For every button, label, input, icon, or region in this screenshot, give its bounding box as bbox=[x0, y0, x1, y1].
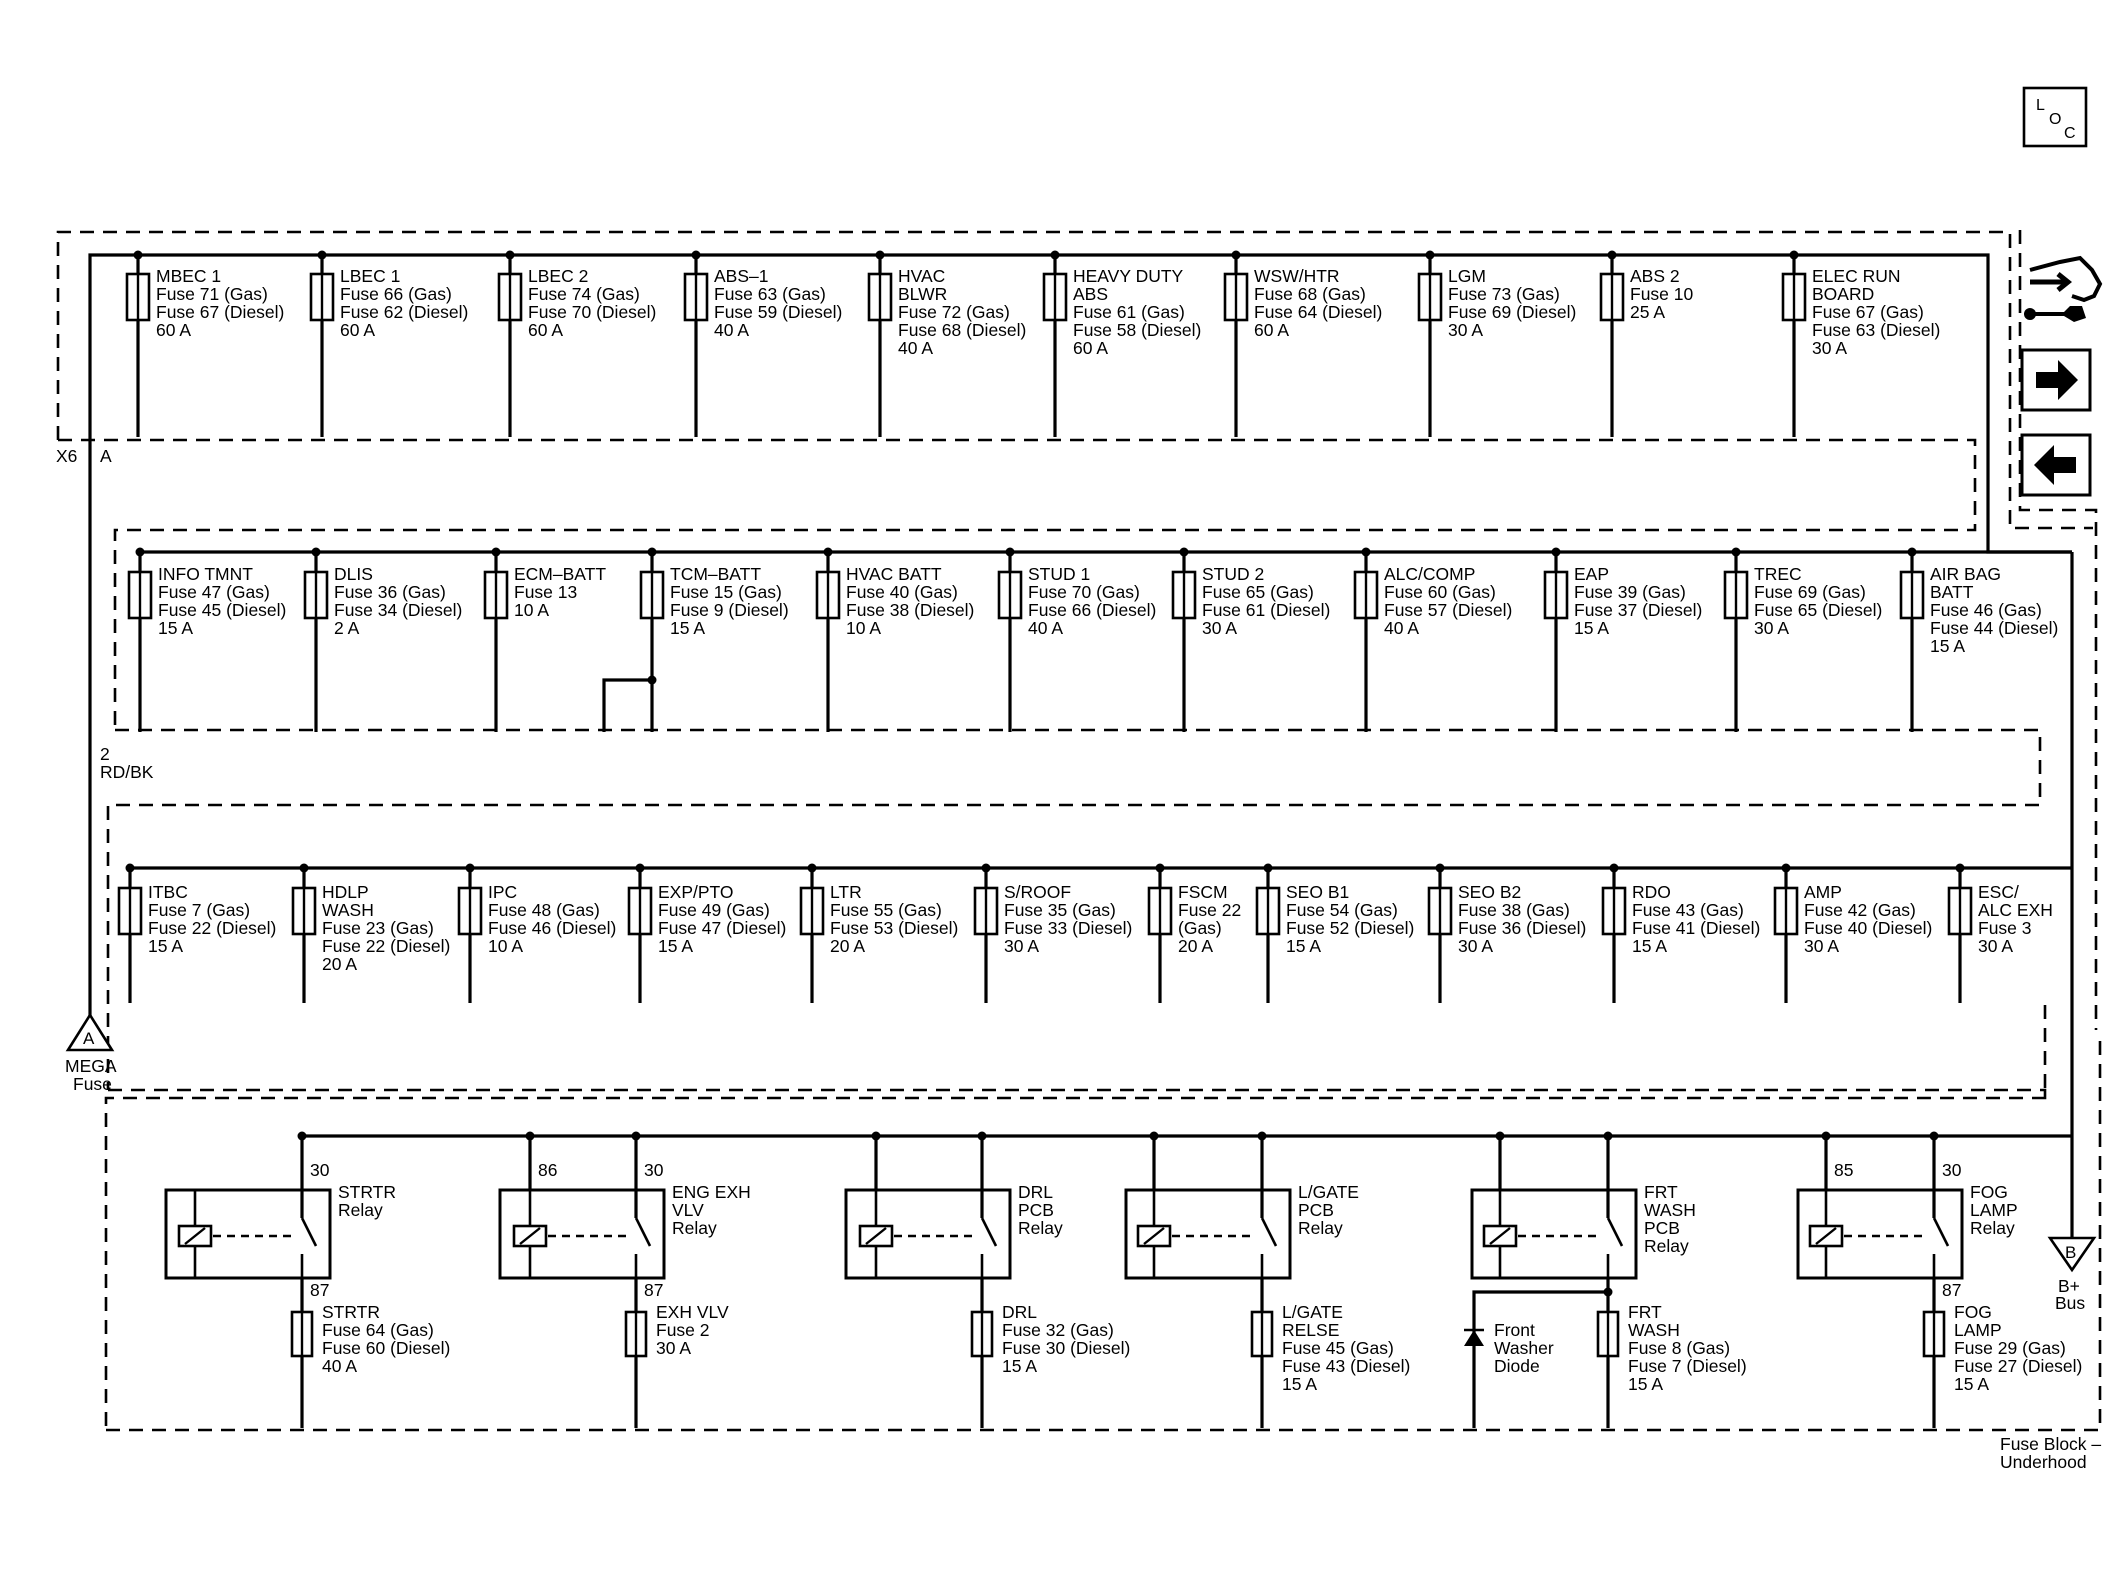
loc-icon[interactable] bbox=[2024, 88, 2086, 146]
fuse bbox=[641, 548, 789, 733]
fuse-label: 10 A bbox=[488, 936, 524, 956]
fuse-label: 15 A bbox=[1930, 636, 1966, 656]
fuse-label: 15 A bbox=[658, 936, 694, 956]
fuse-label: Fuse 70 (Gas) bbox=[1028, 582, 1140, 602]
loc-icon-c: C bbox=[2064, 125, 2076, 142]
fuse bbox=[975, 864, 1132, 1004]
relay-switch bbox=[1934, 1218, 1948, 1246]
fuse-label: LGM bbox=[1448, 266, 1486, 286]
fuse-label: ECM–BATT bbox=[514, 564, 607, 584]
diode-label: Front bbox=[1494, 1320, 1535, 1340]
fuse-label: 25 A bbox=[1630, 302, 1666, 322]
fuse bbox=[1775, 864, 1932, 1004]
fuse-label: Fuse 53 (Diesel) bbox=[830, 918, 959, 938]
relay-fuse-label: Fuse 29 (Gas) bbox=[1954, 1338, 2066, 1358]
front-washer-diode bbox=[1464, 1288, 1613, 1429]
fuse bbox=[1419, 251, 1576, 438]
fuse-label: DLIS bbox=[334, 564, 373, 584]
fuse-label: WSW/HTR bbox=[1254, 266, 1340, 286]
relay-name: STRTR bbox=[338, 1182, 397, 1202]
fuse-label: 15 A bbox=[1286, 936, 1322, 956]
fuse-rows bbox=[119, 251, 2072, 1004]
fuse-label: 30 A bbox=[1202, 618, 1238, 638]
relay-switch bbox=[982, 1218, 996, 1246]
fuse bbox=[1901, 548, 2058, 733]
right-arrow-icon[interactable] bbox=[2022, 350, 2090, 410]
fuse-label: Fuse 44 (Diesel) bbox=[1930, 618, 2059, 638]
relay-switch bbox=[636, 1218, 650, 1246]
fuse-label: 20 A bbox=[322, 954, 358, 974]
fuse-label: IPC bbox=[488, 882, 518, 902]
relay-fuse-label: FRT bbox=[1628, 1302, 1662, 1322]
fuse-label: Fuse 65 (Gas) bbox=[1202, 582, 1314, 602]
relay-fuse-label: 30 A bbox=[656, 1338, 692, 1358]
relay-fuse-label: Fuse 32 (Gas) bbox=[1002, 1320, 1114, 1340]
fuse-label: 15 A bbox=[1632, 936, 1668, 956]
relay-pin-label: 87 bbox=[310, 1280, 330, 1300]
diode-label: Washer bbox=[1494, 1338, 1554, 1358]
fuse-label: RDO bbox=[1632, 882, 1671, 902]
diode-label: Diode bbox=[1494, 1356, 1540, 1376]
relay-name: L/GATE bbox=[1298, 1182, 1359, 1202]
fuse-label: ELEC RUN bbox=[1812, 266, 1901, 286]
relay bbox=[1472, 1132, 1747, 1429]
fuse-label: EXP/PTO bbox=[658, 882, 734, 902]
relay-pin-label: 30 bbox=[644, 1160, 664, 1180]
fuse-label: Fuse 43 (Gas) bbox=[1632, 900, 1744, 920]
relay-fuse-label: Fuse 64 (Gas) bbox=[322, 1320, 434, 1340]
relay-name: Relay bbox=[672, 1218, 717, 1238]
fuse-label: HEAVY DUTY bbox=[1073, 266, 1184, 286]
fuse-label: Fuse 47 (Gas) bbox=[158, 582, 270, 602]
fuse-label: STUD 1 bbox=[1028, 564, 1091, 584]
relay-bus-junction bbox=[1150, 1132, 1159, 1141]
fuse-label: EAP bbox=[1574, 564, 1610, 584]
fuse bbox=[119, 864, 276, 1004]
fuse-label: Fuse 61 (Diesel) bbox=[1202, 600, 1331, 620]
relay bbox=[846, 1132, 1130, 1429]
relay-fuse-label: Fuse 60 (Diesel) bbox=[322, 1338, 451, 1358]
fuse-label: BLWR bbox=[898, 284, 948, 304]
fuse-label: Fuse 47 (Diesel) bbox=[658, 918, 787, 938]
relay-bus-junction bbox=[1258, 1132, 1267, 1141]
relay-name: Relay bbox=[1644, 1236, 1689, 1256]
fuse-label: 30 A bbox=[1978, 936, 2014, 956]
fuse-label: Fuse 66 (Diesel) bbox=[1028, 600, 1157, 620]
relay-name: Relay bbox=[338, 1200, 383, 1220]
fuse-label: Fuse 66 (Gas) bbox=[340, 284, 452, 304]
fuse-label: Fuse 37 (Diesel) bbox=[1574, 600, 1703, 620]
component-view-icon[interactable] bbox=[2024, 258, 2100, 322]
fuse-label: Fuse 69 (Diesel) bbox=[1448, 302, 1577, 322]
splice-pin: 2 bbox=[100, 744, 110, 764]
tcm-batt-stub bbox=[604, 680, 652, 732]
fuse-label: Fuse 3 bbox=[1978, 918, 2032, 938]
fuse-label: Fuse 36 (Gas) bbox=[334, 582, 446, 602]
fuse-label: 40 A bbox=[714, 320, 750, 340]
fuse bbox=[499, 251, 656, 438]
fuse-label: ABS–1 bbox=[714, 266, 769, 286]
fuse-label: HDLP bbox=[322, 882, 369, 902]
relay-name: WASH bbox=[1644, 1200, 1696, 1220]
b-plus-bus-label-2: Bus bbox=[2055, 1293, 2086, 1313]
loc-icon-o: O bbox=[2049, 111, 2062, 128]
fuse-block-title-1: Fuse Block – bbox=[2000, 1434, 2102, 1454]
fuse bbox=[801, 864, 958, 1004]
fuse bbox=[685, 251, 842, 438]
relay-name: ENG EXH bbox=[672, 1182, 751, 1202]
relay-fuse-label: Fuse 8 (Gas) bbox=[1628, 1338, 1731, 1358]
fuse-label: Fuse 68 (Diesel) bbox=[898, 320, 1027, 340]
fuse-label: 40 A bbox=[1028, 618, 1064, 638]
fuse-label: Fuse 58 (Diesel) bbox=[1073, 320, 1202, 340]
relay-name: Relay bbox=[1298, 1218, 1343, 1238]
fuse-label: Fuse 46 (Gas) bbox=[1930, 600, 2042, 620]
relay-name: DRL bbox=[1018, 1182, 1054, 1202]
diode-junction bbox=[1604, 1288, 1613, 1297]
fuse-row-3 bbox=[119, 864, 2072, 1004]
fuse-label: Fuse 55 (Gas) bbox=[830, 900, 942, 920]
relay-name: PCB bbox=[1298, 1200, 1334, 1220]
fuse-label: Fuse 35 (Gas) bbox=[1004, 900, 1116, 920]
fuse-label: 30 A bbox=[1458, 936, 1494, 956]
fuse-label: Fuse 52 (Diesel) bbox=[1286, 918, 1415, 938]
fuse bbox=[1044, 251, 1201, 438]
fuse-label: Fuse 38 (Gas) bbox=[1458, 900, 1570, 920]
fuse-label: Fuse 40 (Gas) bbox=[846, 582, 958, 602]
relay-name: VLV bbox=[672, 1200, 704, 1220]
fuse-label: 60 A bbox=[1254, 320, 1290, 340]
fuse bbox=[1225, 251, 1382, 438]
fuse-label: 30 A bbox=[1754, 618, 1790, 638]
relay bbox=[1798, 1132, 2082, 1429]
fuse-label: 20 A bbox=[830, 936, 866, 956]
relay-bus-junction bbox=[632, 1132, 641, 1141]
fuse bbox=[1173, 548, 1330, 733]
fuse-label: 60 A bbox=[340, 320, 376, 340]
fuse-label: Fuse 64 (Diesel) bbox=[1254, 302, 1383, 322]
fuse-label: Fuse 33 (Diesel) bbox=[1004, 918, 1133, 938]
fuse-label: 2 A bbox=[334, 618, 360, 638]
fuse-label: 60 A bbox=[528, 320, 564, 340]
fuse-label: Fuse 62 (Diesel) bbox=[340, 302, 469, 322]
fuse bbox=[869, 251, 1026, 438]
fuse-label: Fuse 57 (Diesel) bbox=[1384, 600, 1513, 620]
fuse-label: Fuse 34 (Diesel) bbox=[334, 600, 463, 620]
fuse-label: Fuse 59 (Diesel) bbox=[714, 302, 843, 322]
fuse-label: SEO B2 bbox=[1458, 882, 1522, 902]
relay-name: FOG bbox=[1970, 1182, 2008, 1202]
relay-name: PCB bbox=[1644, 1218, 1680, 1238]
relay-fuse-label: 15 A bbox=[1954, 1374, 1990, 1394]
relay-fuse-label: Fuse 43 (Diesel) bbox=[1282, 1356, 1411, 1376]
relay-fuse-label: STRTR bbox=[322, 1302, 381, 1322]
fuse-label: Fuse 40 (Diesel) bbox=[1804, 918, 1933, 938]
fuse-label: ALC/COMP bbox=[1384, 564, 1476, 584]
fuse-label: Fuse 46 (Diesel) bbox=[488, 918, 617, 938]
fuse-block-title-2: Underhood bbox=[2000, 1452, 2087, 1472]
fuse-label: Fuse 74 (Gas) bbox=[528, 284, 640, 304]
fuse-label: Fuse 68 (Gas) bbox=[1254, 284, 1366, 304]
fuse-label: Fuse 10 bbox=[1630, 284, 1694, 304]
relay-fuse-label: 40 A bbox=[322, 1356, 358, 1376]
fuse-label: Fuse 49 (Gas) bbox=[658, 900, 770, 920]
connector-id: X6 bbox=[56, 446, 78, 466]
fuse bbox=[459, 864, 616, 1004]
left-arrow-icon[interactable] bbox=[2022, 435, 2090, 495]
relay bbox=[1126, 1132, 1410, 1429]
relay-fuse-label: RELSE bbox=[1282, 1320, 1340, 1340]
connector-pin: A bbox=[100, 446, 112, 466]
fuse-label: HVAC bbox=[898, 266, 946, 286]
relay-bus-junction bbox=[1930, 1132, 1939, 1141]
fuse-label: ABS 2 bbox=[1630, 266, 1680, 286]
fuse-label: S/ROOF bbox=[1004, 882, 1072, 902]
relay-switch bbox=[302, 1218, 316, 1246]
fuse-label: Fuse 23 (Gas) bbox=[322, 918, 434, 938]
splice-wire-color: RD/BK bbox=[100, 762, 154, 782]
fuse-label: Fuse 38 (Diesel) bbox=[846, 600, 975, 620]
tcm-batt-junction bbox=[648, 676, 657, 685]
b-plus-bus-letter: B bbox=[2065, 1243, 2077, 1262]
fuse bbox=[1545, 548, 1702, 733]
fuse-label: Fuse 42 (Gas) bbox=[1804, 900, 1916, 920]
fuse-label: Fuse 60 (Gas) bbox=[1384, 582, 1496, 602]
fuse-row-1 bbox=[127, 251, 1940, 438]
fuse bbox=[1257, 864, 1414, 1004]
fuse-label: ITBC bbox=[148, 882, 188, 902]
relay-fuse-label: Fuse 30 (Diesel) bbox=[1002, 1338, 1131, 1358]
relay-bus-junction bbox=[1604, 1132, 1613, 1141]
fuse-row-2 bbox=[129, 548, 2072, 733]
relay-switch bbox=[1608, 1218, 1622, 1246]
fuse-label: Fuse 36 (Diesel) bbox=[1458, 918, 1587, 938]
relay-pin-label: 30 bbox=[310, 1160, 330, 1180]
fuse bbox=[1725, 548, 1882, 733]
fuse-label: 60 A bbox=[1073, 338, 1109, 358]
mega-fuse-label-1: MEGA bbox=[65, 1056, 117, 1076]
fuse-label: Fuse 48 (Gas) bbox=[488, 900, 600, 920]
relay-pin-label: 30 bbox=[1942, 1160, 1962, 1180]
relay-name: Relay bbox=[1970, 1218, 2015, 1238]
b-plus-bus-label-1: B+ bbox=[2058, 1276, 2080, 1296]
fuse-label: 60 A bbox=[156, 320, 192, 340]
fuse-label: Fuse 41 (Diesel) bbox=[1632, 918, 1761, 938]
fuse-label: Fuse 22 (Diesel) bbox=[148, 918, 277, 938]
fuse-label: (Gas) bbox=[1178, 918, 1222, 938]
relay-pin-label: 85 bbox=[1834, 1160, 1854, 1180]
relay-name: LAMP bbox=[1970, 1200, 2018, 1220]
fuse-label: 15 A bbox=[158, 618, 194, 638]
fuse-label: BOARD bbox=[1812, 284, 1875, 304]
relay-fuse-label: L/GATE bbox=[1282, 1302, 1343, 1322]
fuse bbox=[305, 548, 462, 733]
fuse bbox=[127, 251, 284, 438]
relay-name: PCB bbox=[1018, 1200, 1054, 1220]
fuse-label: Fuse 73 (Gas) bbox=[1448, 284, 1560, 304]
fuse bbox=[1149, 864, 1241, 1004]
relay-bus-junction bbox=[872, 1132, 881, 1141]
fuse bbox=[1355, 548, 1512, 733]
fuse-label: TREC bbox=[1754, 564, 1802, 584]
fuse-label: LTR bbox=[830, 882, 862, 902]
fuse-label: MBEC 1 bbox=[156, 266, 222, 286]
relay-pin-label: 87 bbox=[1942, 1280, 1962, 1300]
fuse-label: Fuse 67 (Diesel) bbox=[156, 302, 285, 322]
relay-bus-junction bbox=[1496, 1132, 1505, 1141]
fuse-label: Fuse 61 (Gas) bbox=[1073, 302, 1185, 322]
fuse bbox=[1783, 251, 1940, 438]
fuse-label: Fuse 71 (Gas) bbox=[156, 284, 268, 304]
fuse-label: AMP bbox=[1804, 882, 1842, 902]
fuse-label: Fuse 15 (Gas) bbox=[670, 582, 782, 602]
relay-switch bbox=[1262, 1218, 1276, 1246]
fuse-label: Fuse 63 (Diesel) bbox=[1812, 320, 1941, 340]
fuse-label: Fuse 63 (Gas) bbox=[714, 284, 826, 304]
relay-fuse-label: DRL bbox=[1002, 1302, 1038, 1322]
relay-fuse-label: 15 A bbox=[1002, 1356, 1038, 1376]
relay bbox=[500, 1132, 751, 1429]
fuse bbox=[129, 548, 286, 733]
fuse-label: LBEC 1 bbox=[340, 266, 401, 286]
fuse bbox=[311, 251, 468, 438]
fuse-label: SEO B1 bbox=[1286, 882, 1350, 902]
relay-fuse-label: Fuse 27 (Diesel) bbox=[1954, 1356, 2083, 1376]
fuse-label: 30 A bbox=[1004, 936, 1040, 956]
fuse-label: Fuse 39 (Gas) bbox=[1574, 582, 1686, 602]
fuse-label: Fuse 22 (Diesel) bbox=[322, 936, 451, 956]
fuse-label: Fuse 22 bbox=[1178, 900, 1242, 920]
fuse-label: Fuse 9 (Diesel) bbox=[670, 600, 789, 620]
relay-fuse-label: 15 A bbox=[1628, 1374, 1664, 1394]
fuse-label: 15 A bbox=[1574, 618, 1610, 638]
loc-icon-l: L bbox=[2036, 97, 2045, 114]
fuse bbox=[293, 864, 450, 1004]
fuse-label: BATT bbox=[1930, 582, 1974, 602]
relay-pin-label: 87 bbox=[644, 1280, 664, 1300]
relay-fuse-label: WASH bbox=[1628, 1320, 1680, 1340]
fuse-label: Fuse 69 (Gas) bbox=[1754, 582, 1866, 602]
fuse-label: ESC/ bbox=[1978, 882, 2019, 902]
diode-symbol bbox=[1464, 1330, 1484, 1346]
mega-fuse-letter: A bbox=[83, 1029, 95, 1048]
relay-name: Relay bbox=[1018, 1218, 1063, 1238]
mega-fuse-label-2: Fuse bbox=[73, 1074, 112, 1094]
fuse-label: Fuse 65 (Diesel) bbox=[1754, 600, 1883, 620]
fuse-label: INFO TMNT bbox=[158, 564, 253, 584]
fuse-label: 30 A bbox=[1448, 320, 1484, 340]
fuse bbox=[1429, 864, 1586, 1004]
fuse bbox=[1603, 864, 1760, 1004]
fuse-label: 10 A bbox=[846, 618, 882, 638]
fuse bbox=[1949, 864, 2053, 1004]
fuse-label: Fuse 13 bbox=[514, 582, 578, 602]
relay-section bbox=[166, 1132, 2082, 1429]
fuse-label: Fuse 7 (Gas) bbox=[148, 900, 251, 920]
fuse-label: Fuse 72 (Gas) bbox=[898, 302, 1010, 322]
fuse-label: TCM–BATT bbox=[670, 564, 762, 584]
fuse-label: WASH bbox=[322, 900, 374, 920]
fuse-label: 20 A bbox=[1178, 936, 1214, 956]
fuse-label: 30 A bbox=[1812, 338, 1848, 358]
fuse-label: 40 A bbox=[898, 338, 934, 358]
fuse-label: STUD 2 bbox=[1202, 564, 1265, 584]
relay-bus-junction bbox=[298, 1132, 307, 1141]
relay-name: FRT bbox=[1644, 1182, 1678, 1202]
relay-fuse-label: FOG bbox=[1954, 1302, 1992, 1322]
fuse-label: Fuse 70 (Diesel) bbox=[528, 302, 657, 322]
relay-bus-junction bbox=[978, 1132, 987, 1141]
b-plus-bus-symbol bbox=[2050, 1238, 2094, 1313]
relay-fuse-label: Fuse 7 (Diesel) bbox=[1628, 1356, 1747, 1376]
relay-fuse-label: Fuse 45 (Gas) bbox=[1282, 1338, 1394, 1358]
fuse-label: 15 A bbox=[148, 936, 184, 956]
relay-bus-junction bbox=[526, 1132, 535, 1141]
fuse-label: LBEC 2 bbox=[528, 266, 589, 286]
relay-fuse-label: EXH VLV bbox=[656, 1302, 729, 1322]
fuse-label: ABS bbox=[1073, 284, 1109, 304]
fuse-label: Fuse 67 (Gas) bbox=[1812, 302, 1924, 322]
fuse bbox=[485, 548, 606, 733]
fuse-label: AIR BAG bbox=[1930, 564, 2001, 584]
relay-fuse-label: 15 A bbox=[1282, 1374, 1318, 1394]
fuse-label: ALC EXH bbox=[1978, 900, 2053, 920]
boundary-bottom bbox=[106, 1035, 2100, 1430]
fuse bbox=[817, 548, 974, 733]
fuse-label: HVAC BATT bbox=[846, 564, 942, 584]
fuse-label: 10 A bbox=[514, 600, 550, 620]
fuse bbox=[1601, 251, 1693, 438]
relay bbox=[166, 1132, 450, 1429]
relay-pin-label: 86 bbox=[538, 1160, 558, 1180]
relay-bus-junction bbox=[1822, 1132, 1831, 1141]
fuse-label: 15 A bbox=[670, 618, 706, 638]
relay-fuse-label: LAMP bbox=[1954, 1320, 2002, 1340]
relay-fuse-label: Fuse 2 bbox=[656, 1320, 710, 1340]
fuse bbox=[999, 548, 1156, 733]
fuse-label: Fuse 45 (Diesel) bbox=[158, 600, 287, 620]
fuse-label: FSCM bbox=[1178, 882, 1228, 902]
fuse bbox=[629, 864, 786, 1004]
fuse-label: Fuse 54 (Gas) bbox=[1286, 900, 1398, 920]
boundary-row3-bottom bbox=[106, 1005, 2045, 1430]
fuse-label: 30 A bbox=[1804, 936, 1840, 956]
fuse-label: 40 A bbox=[1384, 618, 1420, 638]
